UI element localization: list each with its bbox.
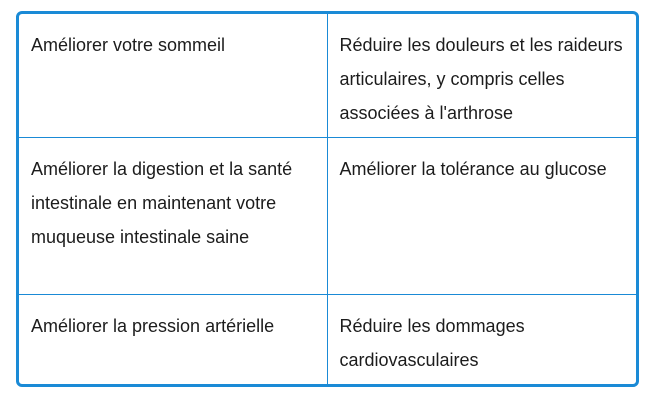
table-cell-sleep: Améliorer votre sommeil bbox=[19, 14, 327, 137]
benefits-table bbox=[19, 14, 636, 384]
table-cell-digestion: Améliorer la digestion et la santé intestinale en maintenant votre muqueuse intestinale saine bbox=[19, 137, 327, 294]
table-row bbox=[19, 14, 636, 137]
benefits-table-frame bbox=[16, 11, 639, 387]
table-cell-glucose-tolerance: Améliorer la tolérance au glucose bbox=[327, 137, 636, 294]
table-cell-blood-pressure: Améliorer la pression artérielle bbox=[19, 294, 327, 384]
table-cell-joint-pain: Réduire les douleurs et les raideurs articulaires, y compris celles associées à l'arthrose bbox=[327, 14, 636, 137]
table-row bbox=[19, 294, 636, 384]
table-cell-cardiovascular: Réduire les dommages cardiovasculaires bbox=[339, 315, 525, 370]
table-row bbox=[19, 137, 636, 294]
